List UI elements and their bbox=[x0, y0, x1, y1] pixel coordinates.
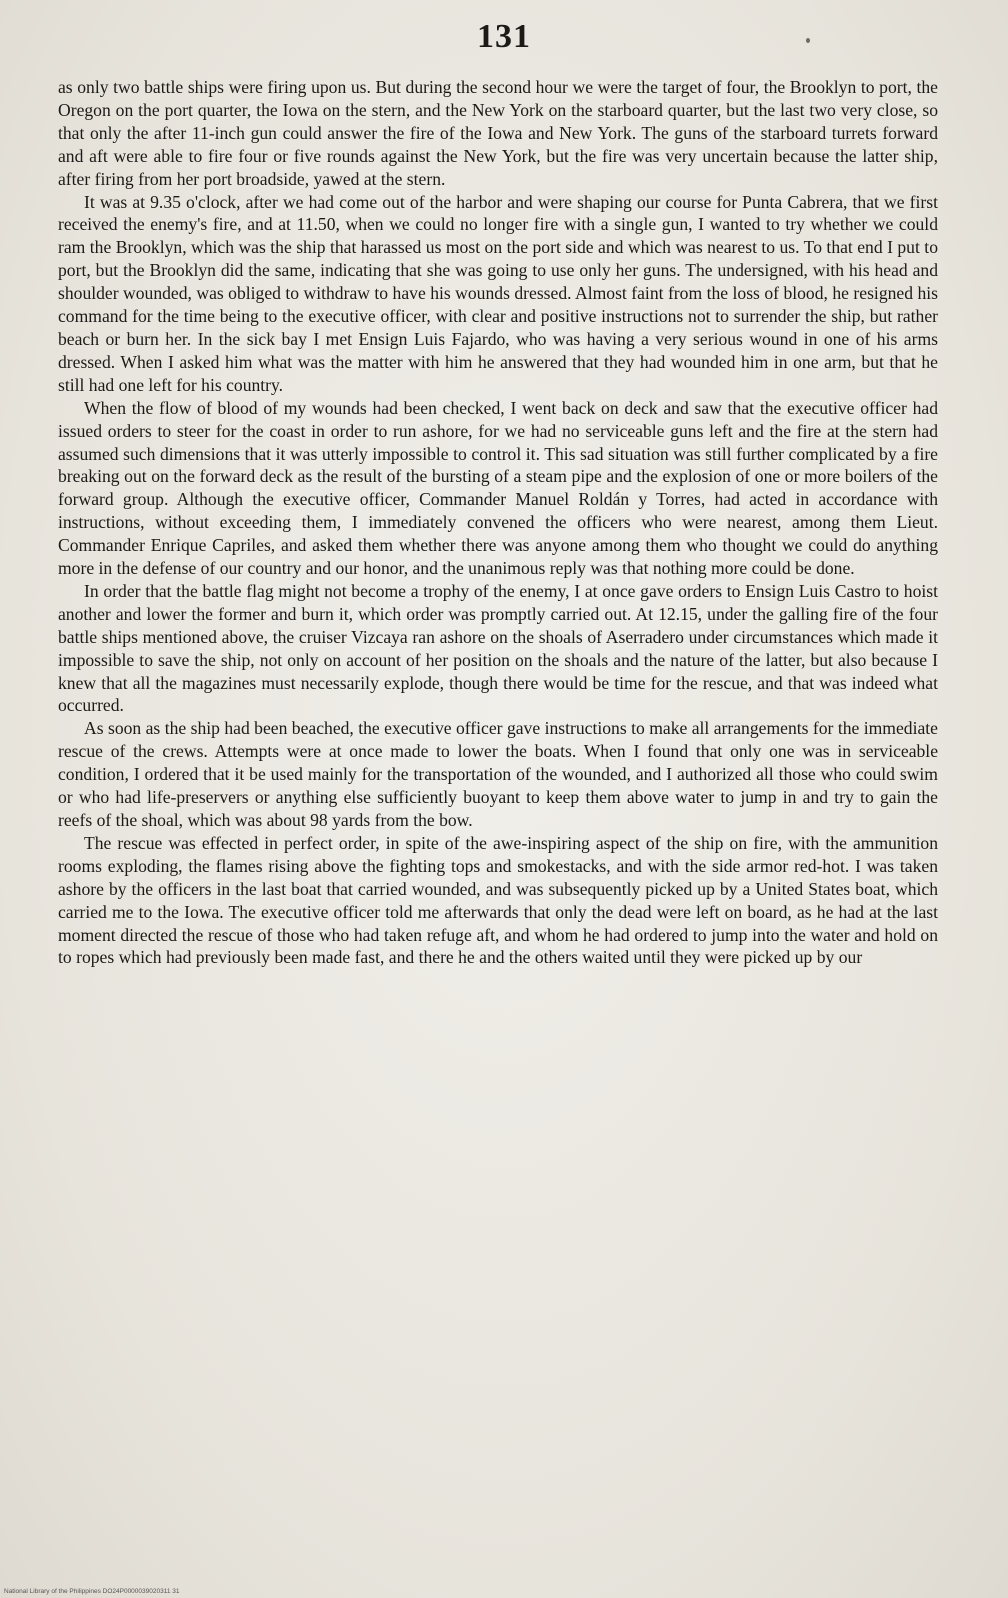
paragraph: The rescue was effected in perfect order, in spite of the awe-inspiring aspect of the ship on fire, with the ammunition rooms exploding, the flames rising above the fighting tops and smokestacks, and with the side armor red-hot. I was taken ashore by the officers in the last boat that carried wounded, and was subsequently picked up by a United States boat, which carried me to the Iowa. The executive officer told me afterwards that only the dead were left on board, as he had at the last moment directed the rescue of those who had taken refuge aft, and whom he had ordered to jump into the water and hold on to ropes which had previously been made fast, and there he and the others waited until they were picked up by our bbox=[58, 832, 938, 968]
page-number: 131 bbox=[477, 18, 531, 55]
paragraph: In order that the battle flag might not become a trophy of the enemy, I at once gave orders to Ensign Luis Castro to hoist another and lower the former and burn it, which order was promptly carried out. At 12.15, under the galling fire of the four battle ships mentioned above, the cruiser Vizcaya ran ashore on the shoals of Aserradero under circumstances which made it impossible to save the ship, not only on account of her position on the shoals and the nature of the latter, but also because I knew that all the magazines must necessarily explode, though there would be time for the rescue, and that was indeed what occurred. bbox=[58, 580, 938, 716]
paragraph: When the flow of blood of my wounds had been checked, I went back on deck and saw that the executive officer had issued orders to steer for the coast in order to run ashore, for we had no serviceable guns left and the fire at the stern had assumed such dimensions that it was utterly impossible to control it. This sad situation was still further complicated by a fire breaking out on the forward deck as the result of the bursting of a steam pipe and the explosion of one or more boilers of the forward group. Although the executive officer, Commander Manuel Roldán y Torres, had acted in accordance with instructions, without exceeding them, I immediately convened the officers who were nearest, among them Lieut. Commander Enrique Capriles, and asked them whether there was anyone among them who thought we could do anything more in the defense of our country and our honor, and the unanimous reply was that nothing more could be done. bbox=[58, 397, 938, 579]
body-text bbox=[58, 76, 938, 969]
paragraph: It was at 9.35 o'clock, after we had come out of the harbor and were shaping our course for Punta Cabrera, that we first received the enemy's fire, and at 11.50, when we could no longer fire with a single gun, I wanted to try whether we could ram the Brooklyn, which was the ship that harassed us most on the port side and which was nearest to us. To that end I put to port, but the Brooklyn did the same, indicating that she was going to use only her guns. The undersigned, with his head and shoulder wounded, was obliged to withdraw to have his wounds dressed. Almost faint from the loss of blood, he resigned his command for the time being to the executive officer, with clear and positive instructions not to surrender the ship, but rather beach or burn her. In the sick bay I met Ensign Luis Fajardo, who was having a very serious wound in one of his arms dressed. When I asked him what was the matter with him he answered that they had wounded him in one arm, but that he still had one left for his country. bbox=[58, 191, 938, 395]
paragraph: as only two battle ships were firing upon us. But during the second hour we were the target of four, the Brooklyn to port, the Oregon on the port quarter, the Iowa on the stern, and the New York on the starboard quarter, but the last two very close, so that only the after 11-inch gun could answer the fire of the Iowa and New York. The guns of the starboard turrets forward and aft were able to fire four or five rounds against the New York, but the fire was very uncertain because the latter ship, after firing from her port broadside, yawed at the stern. bbox=[58, 77, 938, 189]
scan-footer: National Library of the Philippines DO24P0000039020311 31 bbox=[4, 1588, 180, 1595]
paragraph: As soon as the ship had been beached, the executive officer gave instructions to make all arrangements for the immediate rescue of the crews. Attempts were at once made to lower the boats. When I found that only one was in serviceable condition, I ordered that it be used mainly for the transportation of the wounded, and I authorized all those who could swim or who had life-preservers or anything else sufficiently buoyant to keep them above water to jump in and try to gain the reefs of the shoal, which was about 98 yards from the bow. bbox=[58, 718, 938, 830]
